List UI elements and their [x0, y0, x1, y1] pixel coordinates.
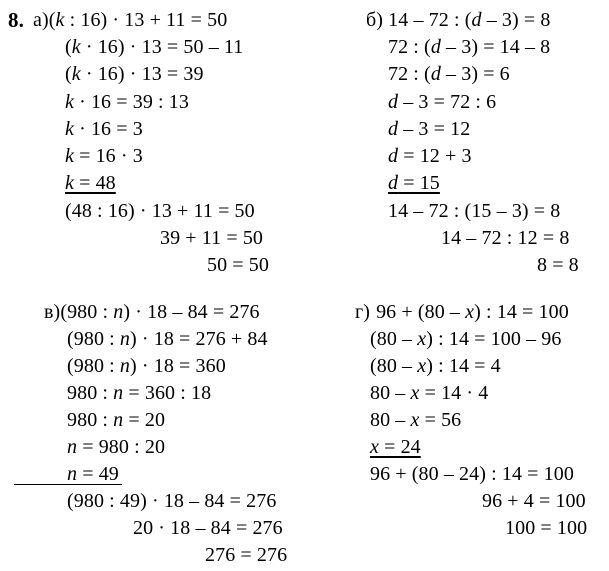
part-b-line-5: d – 3 = 12 [388, 118, 471, 140]
part-g-check-3: 100 = 100 [505, 517, 588, 539]
part-a-line-3: (k · 16) · 13 = 39 [65, 63, 204, 85]
part-b-check-1: 14 – 72 : (15 – 3) = 8 [388, 200, 561, 222]
part-g-line-5: 80 – x = 56 [370, 409, 462, 431]
part-v-check-3: 276 = 276 [205, 544, 288, 566]
part-a-label: а) [33, 9, 49, 31]
part-a-line-5: k · 16 = 3 [65, 118, 143, 140]
part-g-answer: x = 24 [370, 436, 421, 458]
part-a-check-2: 39 + 11 = 50 [160, 227, 264, 249]
part-g-line-2: (80 – x) : 14 = 100 – 96 [370, 328, 562, 350]
part-b-label: б) [366, 9, 384, 31]
part-a-line-2: (k · 16) · 13 = 50 – 11 [65, 36, 244, 58]
part-b-line-2: 72 : (d – 3) = 14 – 8 [388, 36, 551, 58]
part-b-answer: d = 15 [388, 172, 440, 194]
part-v-label: в) [44, 301, 61, 323]
part-v-line-6: n = 980 : 20 [67, 436, 166, 458]
part-g-line-1 [355, 300, 569, 324]
part-v-line-4: 980 : n = 360 : 18 [67, 382, 212, 404]
part-b-check-2: 14 – 72 : 12 = 8 [441, 227, 570, 249]
part-b-equation: 14 – 72 : (d – 3) = 8 [388, 9, 551, 31]
part-a-line-1 [33, 8, 227, 32]
part-a-line-6: k = 16 · 3 [65, 145, 143, 167]
part-g-line-4: 80 – x = 14 · 4 [370, 382, 489, 404]
part-b-line-6: d = 12 + 3 [388, 145, 472, 167]
part-g-equation: 96 + (80 – x) : 14 = 100 [376, 301, 569, 323]
part-b-line-3: 72 : (d – 3) = 6 [388, 63, 510, 85]
part-b-line-1 [366, 8, 550, 32]
part-v-equation: (980 : n) · 18 – 84 = 276 [60, 301, 260, 323]
part-g-label: г) [355, 301, 371, 323]
part-a-equation: (k : 16) · 13 + 11 = 50 [48, 9, 228, 31]
part-a-check-3: 50 = 50 [207, 254, 269, 276]
part-b-line-4: d – 3 = 72 : 6 [388, 91, 497, 113]
part-a-line-4: k · 16 = 39 : 13 [65, 91, 189, 113]
part-g-line-3: (80 – x) : 14 = 4 [370, 355, 501, 377]
part-v-check-2: 20 · 18 – 84 = 276 [133, 517, 283, 539]
part-v-answer: n = 49 [67, 463, 119, 485]
part-g-check-2: 96 + 4 = 100 [482, 490, 586, 512]
part-v-line-1 [44, 300, 260, 324]
part-v-line-3: (980 : n) · 18 = 360 [67, 355, 226, 377]
part-a-check-1: (48 : 16) · 13 + 11 = 50 [65, 200, 255, 222]
part-b-check-3: 8 = 8 [537, 254, 579, 276]
part-v-check-1: (980 : 49) · 18 – 84 = 276 [67, 490, 277, 512]
part-a-answer: k = 48 [65, 172, 116, 194]
part-v-line-2: (980 : n) · 18 = 276 + 84 [67, 328, 268, 350]
part-g-check-1: 96 + (80 – 24) : 14 = 100 [370, 463, 574, 485]
problem-number: 8. [8, 8, 24, 32]
part-v-line-5: 980 : n = 20 [67, 409, 166, 431]
